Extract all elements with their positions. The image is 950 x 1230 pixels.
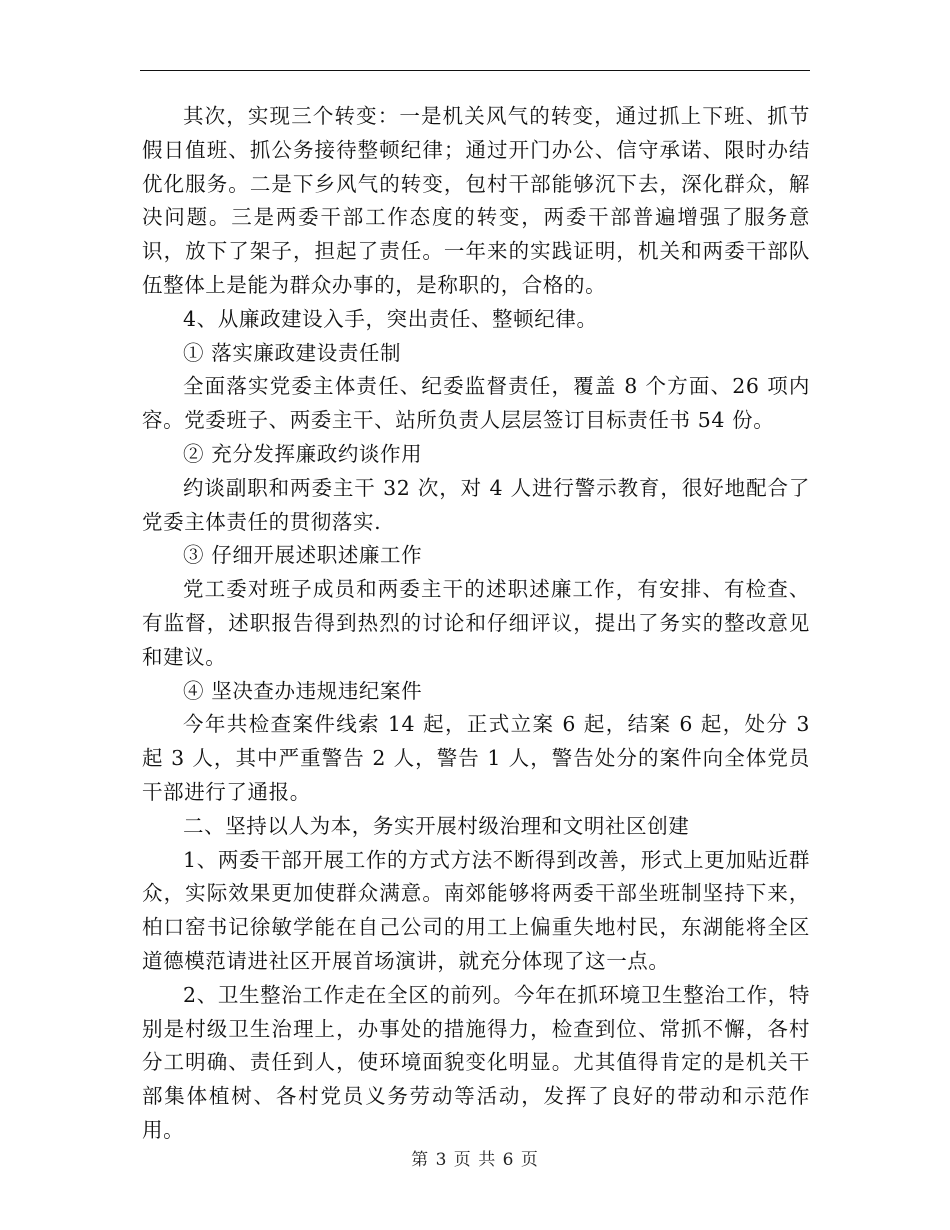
paragraph-case-handling: 今年共检查案件线索 14 起，正式立案 6 起，结案 6 起，处分 3 起 3 人，其中严重警告 2 人，警告 1 人，警告处分的案件向全体党员干部进行了通报。 [142, 712, 810, 804]
header-rule [140, 70, 810, 71]
paragraph-work-methods: 1、两委干部开展工作的方式方法不断得到改善，形式上更加贴近群众，实际效果更加使群众满意。南郊能够将两委干部坐班制坚持下来，柏口窑书记徐敏学能在自己公司的用工上偏重失地村民，东湖能将全区道德模范请进社区开展首场演讲，就充分体现了这一点。 [142, 847, 810, 973]
paragraph-interviews: 约谈副职和两委主干 32 次，对 4 人进行警示教育，很好地配合了党委主体责任的贯彻落实. [142, 475, 810, 534]
subheading-duty-reports: ③ 仔细开展述职述廉工作 [183, 543, 423, 568]
page-number-footer: 第 3 页 共 6 页 [411, 1150, 539, 1170]
paragraph-responsibility-system: 全面落实党委主体责任、纪委监督责任，覆盖 8 个方面、26 项内容。党委班子、两委主干、站所负责人层层签订目标责任书 54 份。 [142, 374, 810, 433]
paragraph-transformations: 其次，实现三个转变：一是机关风气的转变，通过抓上下班、抓节假日值班、抓公务接待整顿纪律；通过开门办公、信守承诺、限时办结优化服务。二是下乡风气的转变，包村干部能够沉下去，深化群众，解决问题。三是两委干部工作态度的转变，两委干部普遍增强了服务意识，放下了架子，担起了责任。一年来的实践证明，机关和两委干部队伍整体上是能为群众办事的，是称职的，合格的。 [142, 104, 810, 297]
document-body [142, 100, 810, 1148]
subheading-case-handling: ④ 坚决查办违规违纪案件 [183, 678, 423, 703]
paragraph-sanitation: 2、卫生整治工作走在全区的前列。今年在抓环境卫生整治工作，特别是村级卫生治理上，办事处的措施得力，检查到位、常抓不懈，各村分工明确、责任到人，使环境面貌变化明显。尤其值得肯定的是机关干部集体植树、各村党员义务劳动等活动，发挥了良好的带动和示范作用。 [142, 982, 810, 1142]
section-heading-governance: 二、坚持以人为本，务实开展村级治理和文明社区创建 [183, 813, 690, 838]
section-heading-integrity: 4、从廉政建设入手，突出责任、整顿纪律。 [183, 306, 598, 331]
subheading-interviews: ② 充分发挥廉政约谈作用 [183, 441, 423, 466]
paragraph-duty-reports: 党工委对班子成员和两委主干的述职述廉工作，有安排、有检查、有监督，述职报告得到热烈的讨论和仔细评议，提出了务实的整改意见和建议。 [142, 577, 810, 669]
subheading-responsibility-system: ① 落实廉政建设责任制 [183, 340, 402, 365]
